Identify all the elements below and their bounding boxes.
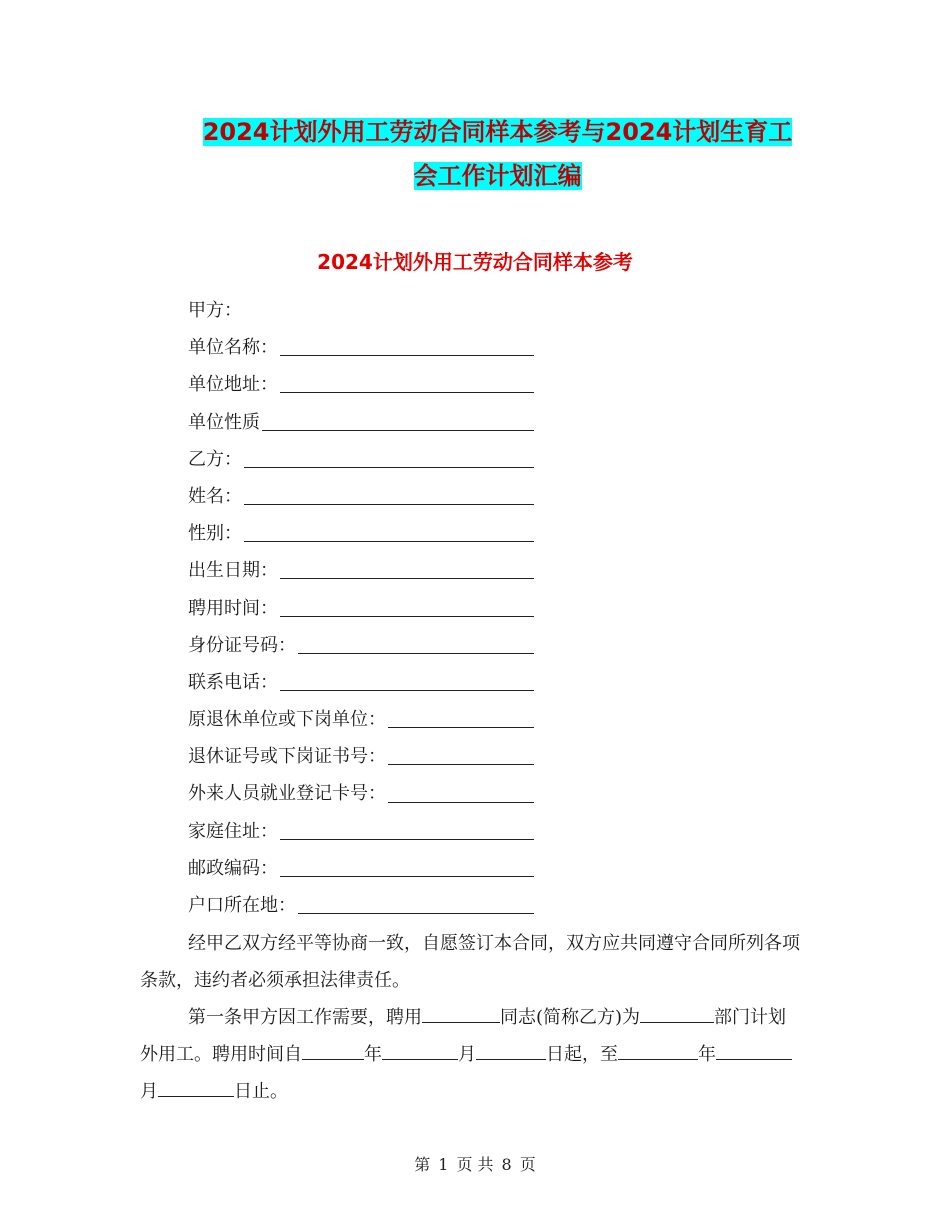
field-label: 外来人员就业登记卡号： xyxy=(188,783,386,805)
field-row xyxy=(188,701,534,738)
field-row xyxy=(188,478,534,515)
field-label: 原退休单位或下岗单位： xyxy=(188,709,386,731)
clause-text-4: 年 xyxy=(364,1044,382,1065)
field-blank-line[interactable] xyxy=(262,430,534,431)
field-blank-line[interactable] xyxy=(280,578,534,579)
field-row xyxy=(188,813,534,850)
page-footer xyxy=(0,1152,950,1175)
agreement-text: 经甲乙双方经平等协商一致，自愿签订本合同，双方应共同遵守合同所列各项条款，违约者必须承担法律责任。 xyxy=(140,933,800,991)
field-row xyxy=(188,329,534,366)
page-prefix: 第 xyxy=(414,1155,431,1174)
field-row xyxy=(188,404,534,441)
field-blank-line[interactable] xyxy=(244,541,534,542)
main-title-line1: 2024计划外用工劳动合同样本参考与2024计划生育工 xyxy=(202,118,793,146)
field-row xyxy=(188,441,534,478)
field-blank-line[interactable] xyxy=(388,764,534,765)
field-row xyxy=(188,664,534,701)
clause-text-3: 部门计划外用工。聘用时间自 xyxy=(140,1007,787,1065)
blank-end-year[interactable] xyxy=(618,1039,698,1060)
field-row xyxy=(188,775,534,812)
field-label: 出生日期： xyxy=(188,560,278,582)
field-label: 邮政编码： xyxy=(188,857,278,879)
field-blank-line[interactable] xyxy=(280,876,534,877)
blank-start-day[interactable] xyxy=(476,1039,546,1060)
field-row xyxy=(188,292,534,329)
clause-text-8: 月 xyxy=(140,1081,158,1102)
field-label: 户口所在地： xyxy=(188,895,296,916)
field-blank-line[interactable] xyxy=(244,467,534,468)
agreement-paragraph xyxy=(140,925,800,999)
blank-start-month[interactable] xyxy=(382,1039,458,1060)
field-label: 甲方： xyxy=(188,300,242,321)
field-label: 单位名称： xyxy=(188,337,278,359)
clause-text-2: 同志(简称乙方)为 xyxy=(500,1007,641,1028)
field-row xyxy=(188,887,534,924)
field-label: 身份证号码： xyxy=(188,634,296,656)
clause-text-1: 第一条甲方因工作需要，聘用 xyxy=(188,1007,422,1028)
field-label: 聘用时间： xyxy=(188,597,278,619)
field-blank-line[interactable] xyxy=(280,616,534,617)
field-blank-line[interactable] xyxy=(280,355,534,356)
page-mid: 页 共 xyxy=(456,1155,494,1174)
field-row xyxy=(188,738,534,775)
blank-start-year[interactable] xyxy=(302,1039,364,1060)
field-row xyxy=(188,552,534,589)
field-row xyxy=(188,366,534,403)
field-label: 退休证号或下岗证书号： xyxy=(188,746,386,768)
field-blank-line[interactable] xyxy=(280,690,534,691)
field-blank-line[interactable] xyxy=(298,913,534,914)
field-blank-line[interactable] xyxy=(280,392,534,393)
field-row xyxy=(188,850,534,887)
sub-title: 2024计划外用工劳动合同样本参考 xyxy=(317,250,633,274)
clause-text-5: 月 xyxy=(458,1044,476,1065)
field-label: 单位地址： xyxy=(188,374,278,396)
field-row xyxy=(188,627,534,664)
field-blank-line[interactable] xyxy=(244,504,534,505)
page-total: 8 xyxy=(501,1155,512,1174)
page-number: 1 xyxy=(438,1155,449,1174)
main-title xyxy=(140,110,855,198)
blank-name[interactable] xyxy=(422,1002,500,1023)
blank-end-month[interactable] xyxy=(716,1039,792,1060)
clause-text-9: 日止。 xyxy=(234,1081,288,1102)
clause-text-6: 日起，至 xyxy=(546,1044,618,1065)
field-blank-line[interactable] xyxy=(388,802,534,803)
field-label: 家庭住址： xyxy=(188,820,278,842)
field-label: 单位性质 xyxy=(188,411,260,433)
field-label: 乙方： xyxy=(188,448,242,470)
field-label: 性别： xyxy=(188,523,242,545)
field-blank-line[interactable] xyxy=(388,727,534,728)
clause-text-7: 年 xyxy=(698,1044,716,1065)
field-blank-line[interactable] xyxy=(298,653,534,654)
clause-one xyxy=(140,999,800,1110)
main-title-line2: 会工作计划汇编 xyxy=(413,162,582,190)
field-label: 姓名： xyxy=(188,485,242,507)
field-blank-line[interactable] xyxy=(280,839,534,840)
contract-fields xyxy=(188,292,534,924)
blank-end-day[interactable] xyxy=(158,1076,234,1097)
field-row xyxy=(188,515,534,552)
field-label: 联系电话： xyxy=(188,671,278,693)
page-suffix: 页 xyxy=(519,1155,536,1174)
field-row xyxy=(188,590,534,627)
blank-department[interactable] xyxy=(640,1002,714,1023)
